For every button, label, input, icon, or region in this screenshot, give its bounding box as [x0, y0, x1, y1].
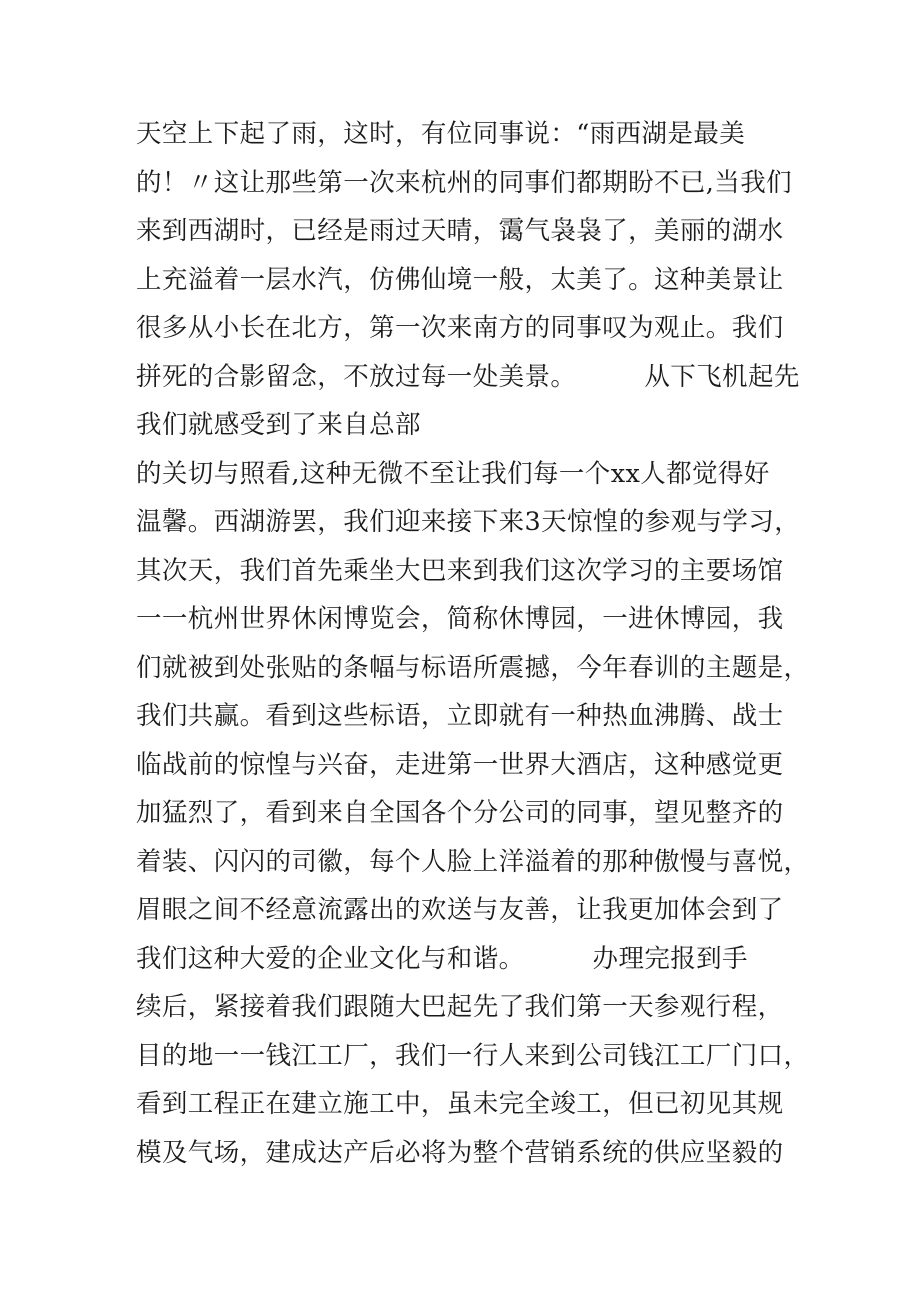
text-line-19: 续后，紧接着我们跟随大巴起先了我们第一天参观行程， [136, 992, 784, 1022]
text-line-6: 拼死的合影留念，不放过每一处美景。 从下飞机起先 [136, 361, 800, 392]
text-line-21: 看到工程正在建立施工中，虽未完全竣工，但已初见其规 [136, 1089, 784, 1119]
text-line-1: 天空上下起了雨，这时，有位同事说：“雨西湖是最美 [136, 119, 746, 149]
text-line-16: 着装、闪闪的司徽，每个人脸上洋溢着的那种傲慢与喜悦， [136, 846, 810, 877]
text-line-22: 模及气场，建成达产后必将为整个营销系统的供应坚毅的 [136, 1137, 784, 1168]
text-line-4: 上充溢着一层水汽，仿佛仙境一般，太美了。这种美景让 [136, 264, 784, 295]
text-line-8: 的关切与照看,这种无微不至让我们每一个xx人都觉得好 [136, 458, 770, 489]
text-line-5: 很多从小长在北方，第一次来南方的同事叹为观止。我们 [136, 313, 784, 343]
body-text [136, 110, 816, 1177]
text-line-18: 我们这种大爱的企业文化与和谐。 办理完报到手 [136, 943, 748, 974]
text-line-9: 温馨。西湖游罢，我们迎来接下来3天惊惶的参观与学习， [136, 507, 801, 537]
text-line-13: 我们共赢。看到这些标语，立即就有一种热血沸腾、战士 [136, 701, 784, 731]
text-line-12: 们就被到处张贴的条幅与标语所震撼，今年春训的主题是， [136, 652, 810, 683]
text-line-11: 一一杭州世界休闲博览会，简称休博园，一进休博园，我 [136, 604, 784, 634]
text-line-17: 眉眼之间不经意流露出的欢送与友善，让我更加体会到了 [136, 895, 784, 925]
text-line-20: 目的地一一钱江工厂，我们一行人来到公司钱江工厂门口， [136, 1040, 810, 1071]
text-line-14: 临战前的惊惶与兴奋，走进第一世界大酒店，这种感觉更 [136, 749, 784, 780]
text-line-7: 我们就感受到了来自总部 [136, 410, 421, 440]
text-line-10: 其次天，我们首先乘坐大巴来到我们这次学习的主要场馆 [136, 555, 784, 586]
text-line-3: 来到西湖时，已经是雨过天晴，霭气袅袅了，美丽的湖水 [136, 216, 784, 246]
text-line-2: 的！〃这让那些第一次来杭州的同事们都期盼不已,当我们 [136, 167, 793, 198]
text-line-15: 加猛烈了，看到来自全国各个分公司的同事，望见整齐的 [136, 798, 784, 828]
